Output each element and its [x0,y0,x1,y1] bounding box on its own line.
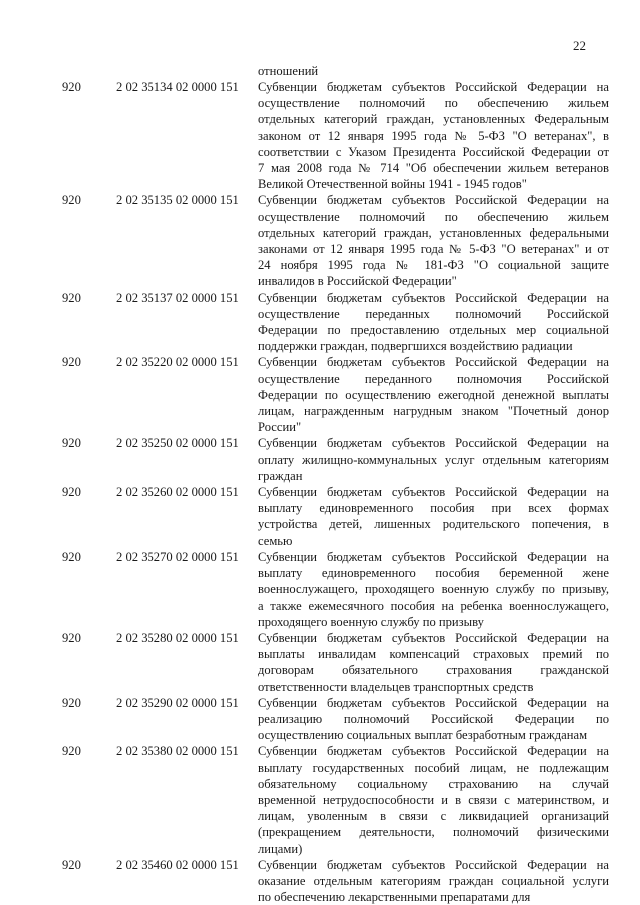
description-line: оплату жилищно-коммунальных услуг отдельным категориям [258,452,609,467]
budget-classification-code: 2 02 35280 02 0000 151 [116,630,239,645]
description-line: оказание отдельным категориям граждан социальной услуги [258,873,609,888]
description-line: осуществлению социальных выплат безработным гражданам [258,728,588,743]
admin-code: 920 [62,695,81,710]
description-line: осуществление полномочий по обеспечению жильем [258,96,609,111]
description-line: по обеспечению лекарственными препаратами для [258,890,531,905]
table-row [0,192,640,289]
budget-classification-code: 2 02 35134 02 0000 151 [116,80,239,94]
description-line: 24 ноября 1995 года № 181-ФЗ "О социальной защите [258,258,609,273]
budget-classification-code: 2 02 35135 02 0000 151 [116,193,239,208]
description-line: Субвенции бюджетам субъектов Российской Федерации на [258,193,609,208]
description-line: выплату единовременного пособия беременной жене [258,566,609,581]
description-line: Федерации по осуществлению ежегодной денежной выплаты [258,387,609,402]
continuation-text: отношений [258,64,319,78]
budget-classification-code: 2 02 35460 02 0000 151 [116,857,239,872]
description-line: Субвенции бюджетам субъектов Российской Федерации на [258,549,609,564]
description-line: договорам обязательного страхования гражданской [258,663,609,678]
description-line: Федерации по предоставлению отдельных мер социальной [258,323,609,338]
description-line: отдельных категорий граждан, установленных федеральными [258,225,609,240]
budget-classification-code: 2 02 35380 02 0000 151 [116,744,239,759]
description-line: проходящего военную службу по призыву [258,614,484,629]
table-row [0,435,640,484]
description-line: лицами) [258,841,303,856]
budget-classification-code: 2 02 35290 02 0000 151 [116,695,239,710]
admin-code: 920 [62,549,81,564]
revenue-table [0,79,640,905]
description-line: обязательному социальному страхованию на случай [258,776,609,791]
description-line: лицам, уволенным в связи с ликвидацией организаций [258,809,609,824]
description-line: временной нетрудоспособности и в связи с материнством, и [258,792,609,807]
description-line: Субвенции бюджетам субъектов Российской Федерации на [258,485,609,500]
budget-classification-code: 2 02 35270 02 0000 151 [116,549,239,564]
revenue-description [258,630,609,695]
admin-code: 920 [62,630,81,645]
description-line: Субвенции бюджетам субъектов Российской Федерации на [258,355,609,370]
budget-classification-code: 2 02 35220 02 0000 151 [116,355,239,370]
description-line: Субвенции бюджетам субъектов Российской Федерации на [258,436,609,451]
description-line: Субвенции бюджетам субъектов Российской Федерации на [258,695,609,710]
revenue-description [258,192,609,289]
admin-code: 920 [62,436,81,451]
revenue-description [258,857,609,905]
page-number: 22 [573,38,586,53]
table-row [0,79,640,192]
description-line: законом от 12 января 1995 года № 5-ФЗ "О ветеранах", в [258,128,609,143]
budget-classification-code: 2 02 35260 02 0000 151 [116,485,239,500]
budget-classification-code: 2 02 35250 02 0000 151 [116,436,239,451]
description-line: устройства детей, лишенных родительского попечения, в [258,517,609,532]
table-row [0,290,640,355]
revenue-description [258,79,609,192]
table-row [0,857,640,905]
description-line: поддержки граждан, подвергшихся воздействию радиации [258,339,573,354]
revenue-description [258,695,609,744]
description-line: осуществление переданного полномочия Российской [258,371,609,386]
revenue-description [258,743,609,856]
description-line: Субвенции бюджетам субъектов Российской Федерации на [258,630,609,645]
description-line: ответственности владельцев транспортных средств [258,679,534,694]
description-line: (прекращением деятельности, полномочий физическими [258,825,609,840]
description-line: выплаты инвалидам компенсаций страховых премий по [258,647,609,662]
description-line: реализацию полномочий Российской Федерации по [258,711,609,726]
description-line: осуществление переданных полномочий Российской [258,306,609,321]
budget-classification-code: 2 02 35137 02 0000 151 [116,290,239,305]
description-line: России" [258,420,302,435]
revenue-description [258,549,609,630]
revenue-description [258,484,609,549]
table-row [0,743,640,856]
admin-code: 920 [62,485,81,500]
description-line: осуществление полномочий по обеспечению жильем [258,209,609,224]
description-line: Субвенции бюджетам субъектов Российской Федерации на [258,744,609,759]
description-line: инвалидов в Российской Федерации" [258,274,457,289]
description-line: Субвенции бюджетам субъектов Российской Федерации на [258,80,609,94]
table-row [0,549,640,630]
description-line: выплату государственных пособий лицам, не подлежащим [258,760,609,775]
admin-code: 920 [62,193,81,208]
admin-code: 920 [62,290,81,305]
table-row [0,484,640,549]
description-line: законами от 12 января 1995 года № 5-ФЗ "О ветеранах" и от [258,242,609,257]
revenue-description [258,354,609,435]
description-line: выплату единовременного пособия при всех формах [258,501,609,516]
table-row [0,695,640,744]
table-row [0,630,640,695]
description-line: соответствии с Указом Президента Российской Федерации от [258,144,609,159]
description-line: лицам, награжденным нагрудным знаком "Почетный донор [258,404,609,419]
description-line: Великой Отечественной войны 1941 - 1945 годов" [258,177,527,192]
admin-code: 920 [62,744,81,759]
admin-code: 920 [62,857,81,872]
description-line: Субвенции бюджетам субъектов Российской Федерации на [258,290,609,305]
revenue-description [258,435,609,484]
description-line: 7 мая 2008 года № 714 "Об обеспечении жильем ветеранов [258,161,609,176]
description-line: семью [258,533,293,548]
revenue-description [258,290,609,355]
description-line: граждан [258,468,303,483]
admin-code: 920 [62,355,81,370]
table-row [0,354,640,435]
description-line: Субвенции бюджетам субъектов Российской Федерации на [258,857,609,872]
admin-code: 920 [62,80,81,94]
description-line: отдельных категорий граждан, установленных Федеральным [258,112,609,127]
description-line: военнослужащего, проходящего военную службу по призыву, [258,582,609,597]
description-line: а также ежемесячного пособия на ребенка военнослужащего, [258,598,609,613]
